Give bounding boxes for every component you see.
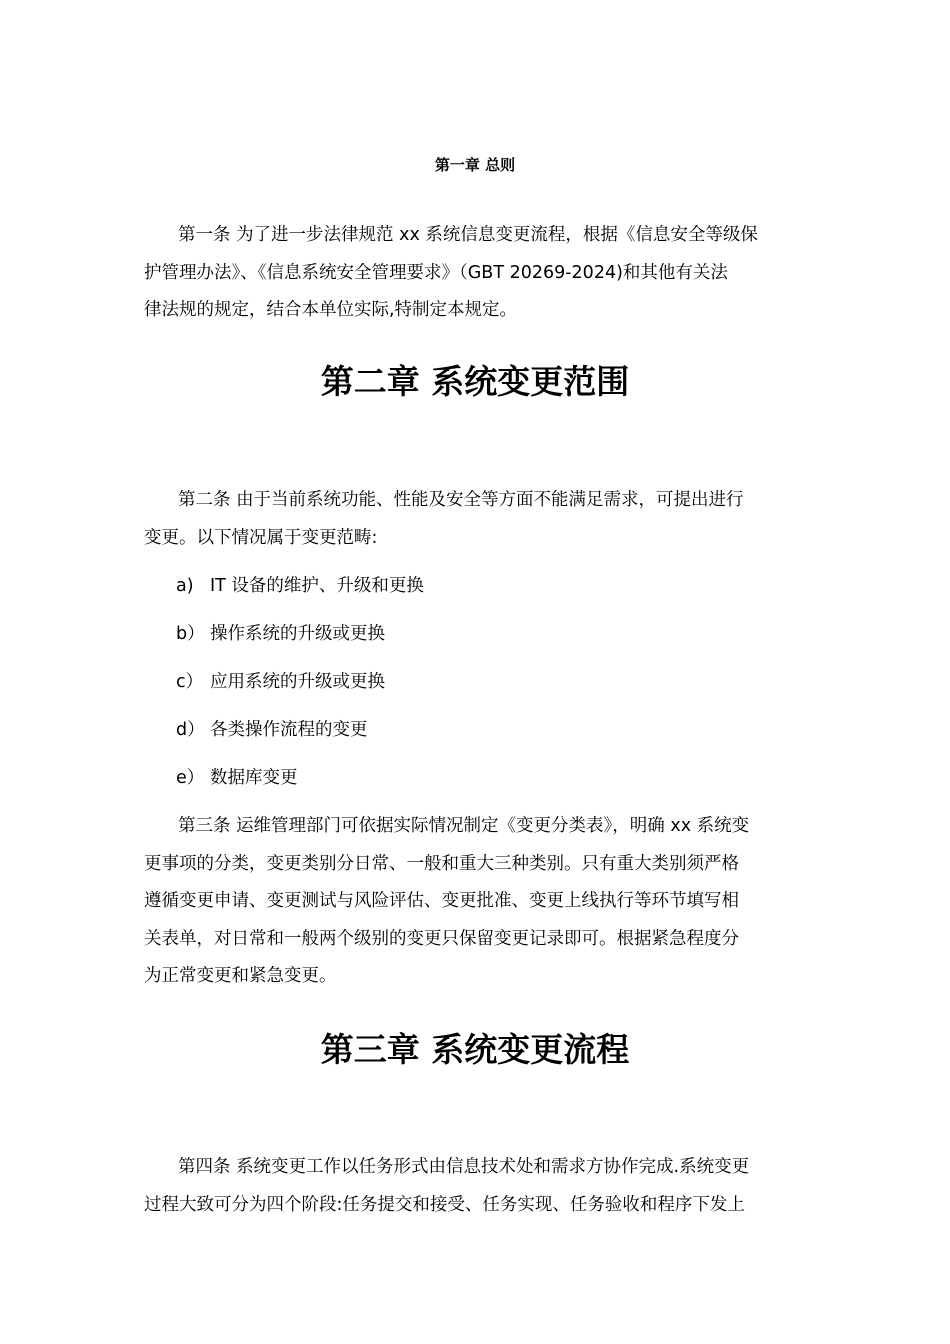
list-item xyxy=(176,622,385,646)
article-1-line: 律法规的规定，结合本单位实际,特制定本规定。 xyxy=(144,300,518,320)
list-marker: d） xyxy=(176,720,205,740)
list-item xyxy=(176,718,368,742)
list-item xyxy=(176,766,298,790)
article-3-line: 遵循变更申请、变更测试与风险评估、变更批准、变更上线执行等环节填写相 xyxy=(144,891,739,911)
list-marker: a) xyxy=(176,576,194,596)
list-item xyxy=(176,670,385,694)
list-text: 应用系统的升级或更换 xyxy=(210,672,385,692)
article-4-line: 第四条 系统变更工作以任务形式由信息技术处和需求方协作完成.系统变更 xyxy=(178,1157,750,1177)
article-2-line: 变更。以下情况属于变更范畴: xyxy=(144,527,378,548)
list-item xyxy=(176,574,424,598)
list-text: IT 设备的维护、升级和更换 xyxy=(210,576,424,596)
article-2-line: 第二条 由于当前系统功能、性能及安全等方面不能满足需求，可提出进行 xyxy=(178,490,744,510)
article-3-line: 第三条 运维管理部门可依据实际情况制定《变更分类表》，明确 xx 系统变 xyxy=(178,816,750,836)
article-4-line: 过程大致可分为四个阶段:任务提交和接受、任务实现、任务验收和程序下发上 xyxy=(144,1194,745,1215)
list-marker: c） xyxy=(176,672,204,692)
article-1-line: 第一条 为了进一步法律规范 xx 系统信息变更流程，根据《信息安全等级保 xyxy=(178,225,758,245)
article-3-line: 为正常变更和紧急变更。 xyxy=(144,966,337,986)
list-marker: b） xyxy=(176,624,205,644)
article-4 xyxy=(144,1149,806,1224)
list-text: 各类操作流程的变更 xyxy=(210,720,368,740)
article-3-line: 更事项的分类，变更类别分日常、一般和重大三种类别。只有重大类别须严格 xyxy=(144,853,739,874)
article-3-line: 关表单，对日常和一般两个级别的变更只保留变更记录即可。根据紧急程度分 xyxy=(144,928,739,949)
chapter-2-title: 第二章 系统变更范围 xyxy=(320,362,630,401)
chapter-3-title: 第三章 系统变更流程 xyxy=(320,1030,630,1069)
chapter-1-title: 第一章 总则 xyxy=(434,156,516,174)
article-2 xyxy=(144,482,806,557)
list-text: 操作系统的升级或更换 xyxy=(210,624,385,644)
list-marker: e） xyxy=(176,768,205,788)
article-3 xyxy=(144,808,806,996)
article-1-line: 护管理办法》、《信息系统安全管理要求》（GBT 20269-2024)和其他有关法 xyxy=(144,262,728,283)
article-1 xyxy=(144,217,806,330)
list-text: 数据库变更 xyxy=(210,768,298,788)
